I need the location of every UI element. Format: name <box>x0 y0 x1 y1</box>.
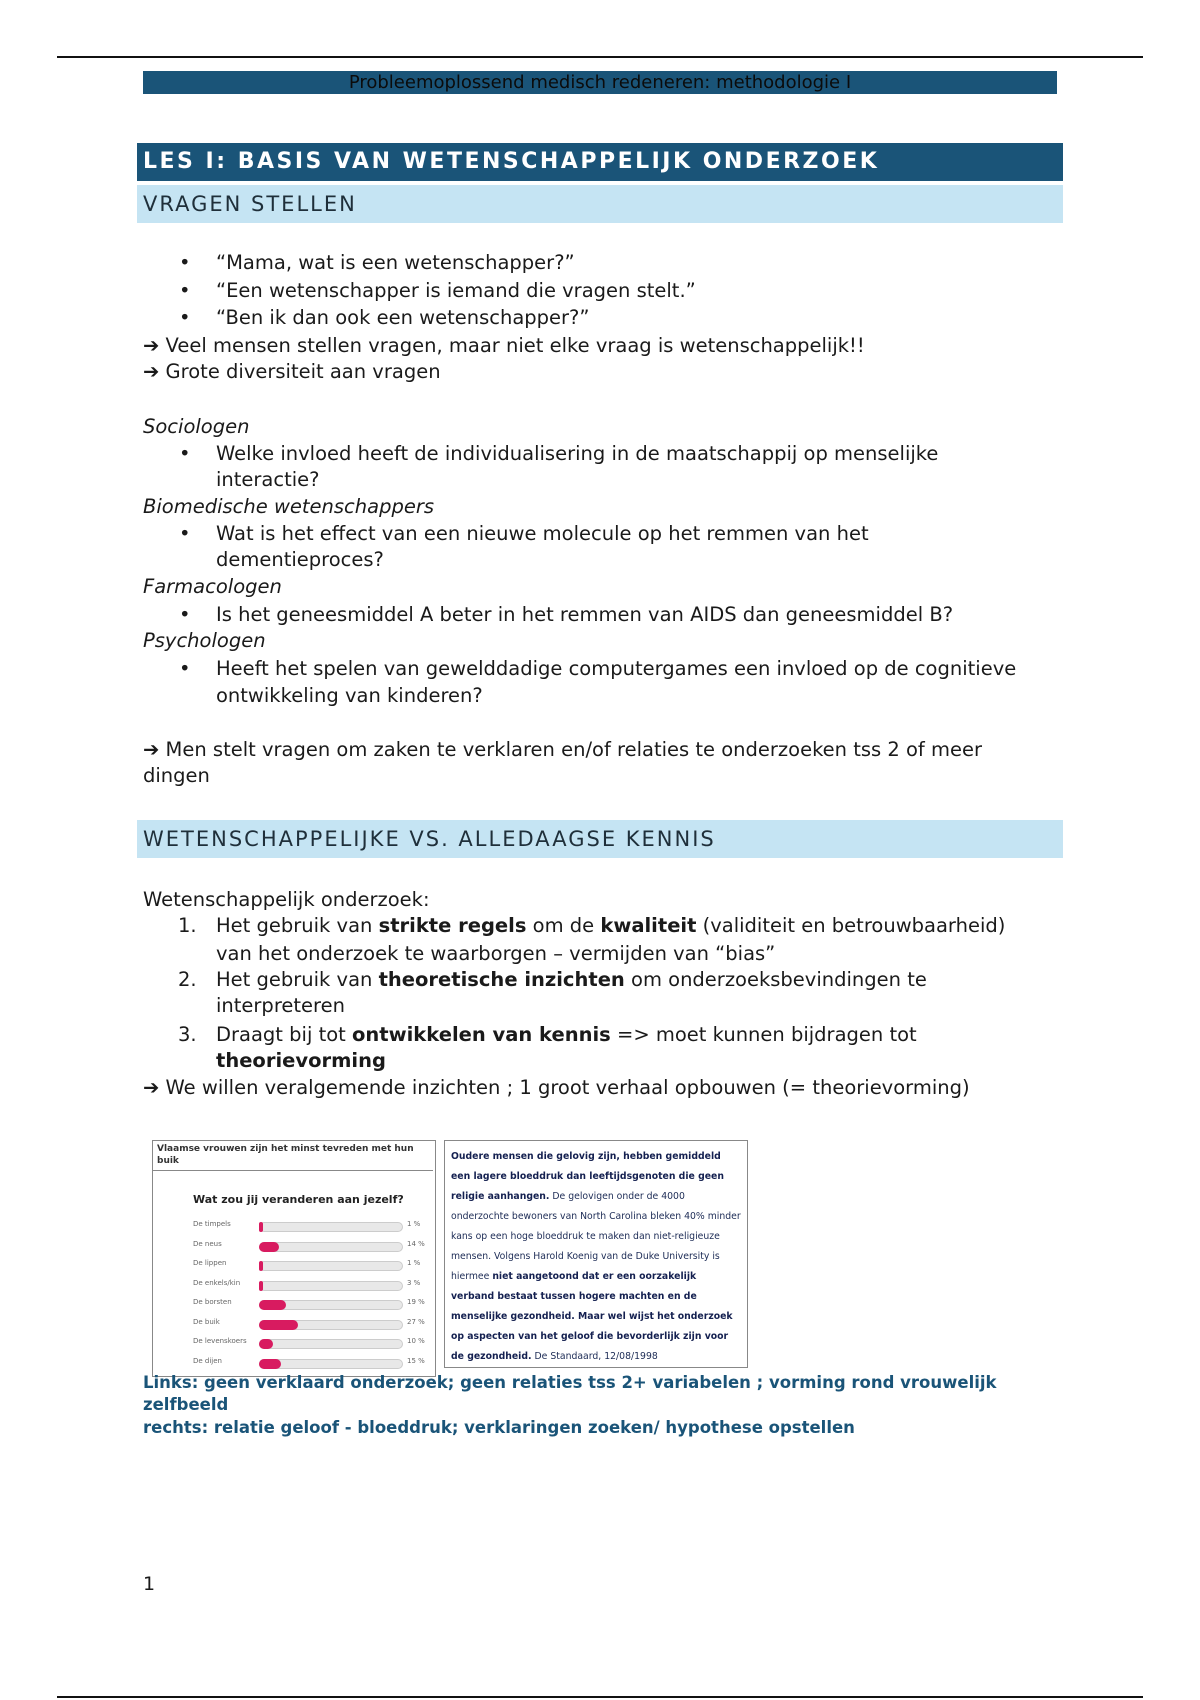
bar-label: De lippen <box>193 1259 227 1267</box>
list-item-2: Het gebruik van theoretische inzichten om onderzoeksbevindingen te <box>216 968 927 991</box>
section-title-kennis: WETENSCHAPPELIJKE VS. ALLEDAAGSE KENNIS <box>137 820 1063 858</box>
figure-left-survey <box>152 1140 436 1377</box>
conclusion-theorievorming: ➔ We willen veralgemende inzichten ; 1 groot verhaal opbouwen (= theorievorming) <box>143 1076 970 1099</box>
bar-track <box>259 1339 403 1349</box>
list-item-3-cont: theorievorming <box>216 1049 386 1072</box>
figure-left-title: Vlaamse vrouwen zijn het minst tevreden met hun buik <box>153 1141 433 1171</box>
bullet: • <box>179 522 191 545</box>
group-label-psychologen: Psychologen <box>143 629 266 652</box>
top-rule <box>57 56 1143 58</box>
bar-track <box>259 1261 403 1271</box>
bullet: • <box>179 251 191 274</box>
bar-label: De timpels <box>193 1220 231 1228</box>
group-label-sociologen: Sociologen <box>143 415 250 438</box>
bar-fill <box>259 1261 263 1271</box>
bar-percent: 1 % <box>407 1259 421 1267</box>
list-item-1-cont: van het onderzoek te waarborgen – vermijden van “bias” <box>216 942 776 965</box>
arrow-line-2: ➔ Grote diversiteit aan vragen <box>143 360 441 383</box>
bullet: • <box>179 657 191 680</box>
bar-percent: 10 % <box>407 1337 425 1345</box>
section-title-vragen: VRAGEN STELLEN <box>137 185 1063 223</box>
bar-fill <box>259 1320 298 1330</box>
bar-percent: 15 % <box>407 1356 425 1365</box>
question-sociologen-1: Welke invloed heeft de individualisering in de maatschappij op menselijke <box>216 442 939 465</box>
lesson-title: LES I: BASIS VAN WETENSCHAPPELIJK ONDERZOEK <box>137 143 1063 181</box>
bullet: • <box>179 442 191 465</box>
question-farmacologen: Is het geneesmiddel A beter in het remmen van AIDS dan geneesmiddel B? <box>216 603 954 626</box>
bar-fill <box>259 1242 279 1252</box>
article-bold-1: Oudere mensen die gelovig zijn, hebben gemiddeld een lagere bloeddruk dan leeftijdsgenoten die geen religie aanhangen. <box>451 1151 724 1202</box>
bar-track <box>259 1242 403 1252</box>
question-biomedisch-1: Wat is het effect van een nieuwe molecule op het remmen van het <box>216 522 869 545</box>
bar-label: De borsten <box>193 1298 232 1306</box>
bar-row <box>193 1336 433 1350</box>
figure-left-question: Wat zou jij veranderen aan jezelf? <box>193 1193 404 1206</box>
bar-label: De enkels/kin <box>193 1278 241 1287</box>
bar-fill <box>259 1339 273 1349</box>
bar-percent: 3 % <box>407 1278 421 1287</box>
bar-percent: 19 % <box>407 1298 425 1306</box>
arrow-line-1: ➔ Veel mensen stellen vragen, maar niet elke vraag is wetenschappelijk!! <box>143 334 865 357</box>
caption-line-2: zelfbeeld <box>143 1395 229 1414</box>
group-label-farmacologen: Farmacologen <box>143 575 282 598</box>
bar-label: De dijen <box>193 1356 222 1365</box>
article-text-2: De Standaard, 12/08/1998 <box>531 1351 658 1362</box>
bullet: • <box>179 603 191 626</box>
article-bold-2: niet aangetoond dat er een oorzakelijk verband bestaat tussen hogere machten en de menselijke gezondheid. Maar wel wijst het onderzoek op aspecten van het geloof die bevorderlijk zijn voor de gezondheid. <box>451 1271 733 1362</box>
bar-track <box>259 1359 403 1369</box>
bar-percent: 1 % <box>407 1220 421 1228</box>
bullet: • <box>179 306 191 329</box>
bar-label: De buik <box>193 1317 220 1326</box>
bar-percent: 27 % <box>407 1317 425 1326</box>
bar-row <box>193 1297 433 1311</box>
question-sociologen-2: interactie? <box>216 468 320 491</box>
bar-label: De neus <box>193 1239 222 1248</box>
bar-row <box>193 1278 433 1292</box>
article-text-1: De gelovigen onder de 4000 onderzochte bewoners van North Carolina bleken 40% minder kans op een hoge bloeddruk te maken dan niet-religieuze mensen. Volgens Harold Koenig van de Duke University is hiermee <box>451 1191 741 1282</box>
bar-row <box>193 1317 433 1331</box>
question-biomedisch-2: dementieproces? <box>216 548 384 571</box>
bar-track <box>259 1222 403 1232</box>
list-number-3: 3. <box>178 1023 197 1046</box>
page-number: 1 <box>143 1573 156 1595</box>
bar-row <box>193 1239 433 1253</box>
bar-row <box>193 1219 433 1233</box>
list-number-2: 2. <box>178 968 197 991</box>
quote-3: “Ben ik dan ook een wetenschapper?” <box>216 306 590 329</box>
quote-1: “Mama, wat is een wetenschapper?” <box>216 251 575 274</box>
question-psychologen-1: Heeft het spelen van gewelddadige computergames een invloed op de cognitieve <box>216 657 1017 680</box>
bar-track <box>259 1281 403 1291</box>
list-item-3: Draagt bij tot ontwikkelen van kennis => moet kunnen bijdragen tot <box>216 1023 917 1046</box>
list-item-2-cont: interpreteren <box>216 994 345 1017</box>
list-item-1: Het gebruik van strikte regels om de kwaliteit (validiteit en betrouwbaarheid) <box>216 914 1006 937</box>
figure-right-article <box>444 1140 748 1368</box>
bottom-rule <box>57 1696 1143 1698</box>
bar-row <box>193 1258 433 1272</box>
bar-fill <box>259 1359 281 1369</box>
onderzoek-intro: Wetenschappelijk onderzoek: <box>143 888 430 911</box>
bullet: • <box>179 279 191 302</box>
caption-line-3: rechts: relatie geloof - bloeddruk; verklaringen zoeken/ hypothese opstellen <box>143 1418 855 1437</box>
quote-2: “Een wetenschapper is iemand die vragen stelt.” <box>216 279 696 302</box>
bar-row <box>193 1356 433 1370</box>
caption-line-1: Links: geen verklaard onderzoek; geen relaties tss 2+ variabelen ; vorming rond vrouwelijk <box>143 1373 997 1392</box>
bar-fill <box>259 1300 286 1310</box>
page-header: Probleemoplossend medisch redeneren: methodologie I <box>143 71 1057 94</box>
group-label-biomedisch: Biomedische wetenschappers <box>143 495 435 518</box>
conclusion-line-1: ➔ Men stelt vragen om zaken te verklaren en/of relaties te onderzoeken tss 2 of meer <box>143 738 982 761</box>
conclusion-line-2: dingen <box>143 764 210 787</box>
bar-fill <box>259 1281 263 1291</box>
bar-label: De levenskoers <box>193 1337 247 1345</box>
bar-percent: 14 % <box>407 1239 425 1248</box>
question-psychologen-2: ontwikkeling van kinderen? <box>216 684 483 707</box>
bar-fill <box>259 1222 263 1232</box>
list-number-1: 1. <box>178 914 197 937</box>
